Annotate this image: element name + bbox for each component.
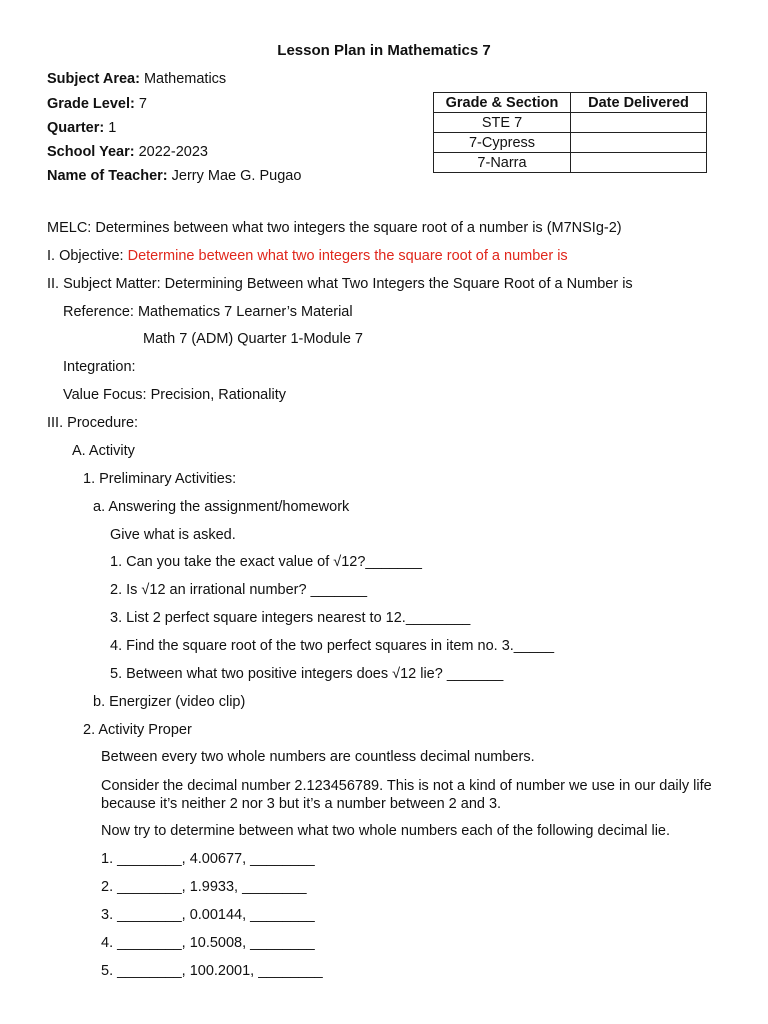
objective <box>47 248 568 264</box>
grade-level-label: Grade Level: <box>47 96 135 112</box>
activity-proper-heading: 2. Activity Proper <box>83 722 192 738</box>
objective-text: Determine between what two integers the square root of a number is <box>127 248 568 264</box>
reference-line-1: Reference: Mathematics 7 Learner’s Material <box>63 304 353 320</box>
table-cell <box>571 113 707 133</box>
table-row <box>434 153 707 173</box>
procedure-heading: III. Procedure: <box>47 415 139 431</box>
grade-level <box>47 96 147 112</box>
school-year <box>47 144 208 160</box>
subject-area-label: Subject Area: <box>47 71 140 87</box>
question-item: 4. Find the square root of the two perfect squares in item no. 3._____ <box>110 638 555 654</box>
question-item: 2. Is √12 an irrational number? _______ <box>110 582 368 598</box>
table-header: Date Delivered <box>571 93 707 113</box>
grade-section-table <box>433 92 707 173</box>
reference-line-2: Math 7 (ADM) Quarter 1-Module 7 <box>143 331 363 347</box>
table-cell <box>571 153 707 173</box>
paragraph: Consider the decimal number 2.123456789. This is not a kind of number we use in our daily life because it’s neither 2 nor 3 but it’s a number between 2 and 3. <box>101 778 712 812</box>
table-header: Grade & Section <box>434 93 571 113</box>
paragraph: Between every two whole numbers are countless decimal numbers. <box>101 749 535 765</box>
energizer: b. Energizer (video clip) <box>93 694 246 710</box>
quarter-value: 1 <box>108 120 117 136</box>
paragraph: Now try to determine between what two whole numbers each of the following decimal lie. <box>101 823 671 839</box>
question-item: 3. List 2 perfect square integers nearest to 12.________ <box>110 610 471 626</box>
decimal-item: 4. ________, 10.5008, ________ <box>101 935 315 951</box>
question-item: 1. Can you take the exact value of √12?_______ <box>110 554 422 570</box>
table-cell: 7-Cypress <box>434 133 571 153</box>
decimal-item: 2. ________, 1.9933, ________ <box>101 879 307 895</box>
teacher-label: Name of Teacher: <box>47 168 168 184</box>
quarter-label: Quarter: <box>47 120 105 136</box>
table-cell: 7-Narra <box>434 153 571 173</box>
school-year-label: School Year: <box>47 144 135 160</box>
decimal-item: 5. ________, 100.2001, ________ <box>101 963 323 979</box>
table-cell <box>571 133 707 153</box>
school-year-value: 2022-2023 <box>138 144 208 160</box>
subject-area-value: Mathematics <box>143 71 227 87</box>
quarter <box>47 120 116 136</box>
value-focus: Value Focus: Precision, Rationality <box>63 387 286 403</box>
table-cell: STE 7 <box>434 113 571 133</box>
preliminary-heading: 1. Preliminary Activities: <box>83 471 237 487</box>
objective-label: I. Objective: <box>47 248 128 264</box>
subject-area <box>47 71 226 87</box>
integration: Integration: <box>63 359 136 375</box>
assignment-heading: a. Answering the assignment/homework <box>93 499 350 515</box>
teacher-name <box>47 168 301 184</box>
subject-matter: II. Subject Matter: Determining Between what Two Integers the Square Root of a Number is <box>47 276 633 292</box>
melc: MELC: Determines between what two integers the square root of a number is (M7NSIg-2) <box>47 220 622 236</box>
document-title: Lesson Plan in Mathematics 7 <box>277 42 491 59</box>
decimal-item: 1. ________, 4.00677, ________ <box>101 851 315 867</box>
table-row <box>434 113 707 133</box>
instruction: Give what is asked. <box>110 527 236 543</box>
grade-level-value: 7 <box>138 96 147 112</box>
decimal-item: 3. ________, 0.00144, ________ <box>101 907 315 923</box>
table-row <box>434 133 707 153</box>
table-header-row <box>434 93 707 113</box>
teacher-value: Jerry Mae G. Pugao <box>171 168 302 184</box>
question-item: 5. Between what two positive integers does √12 lie? _______ <box>110 666 504 682</box>
activity-heading: A. Activity <box>72 443 135 459</box>
